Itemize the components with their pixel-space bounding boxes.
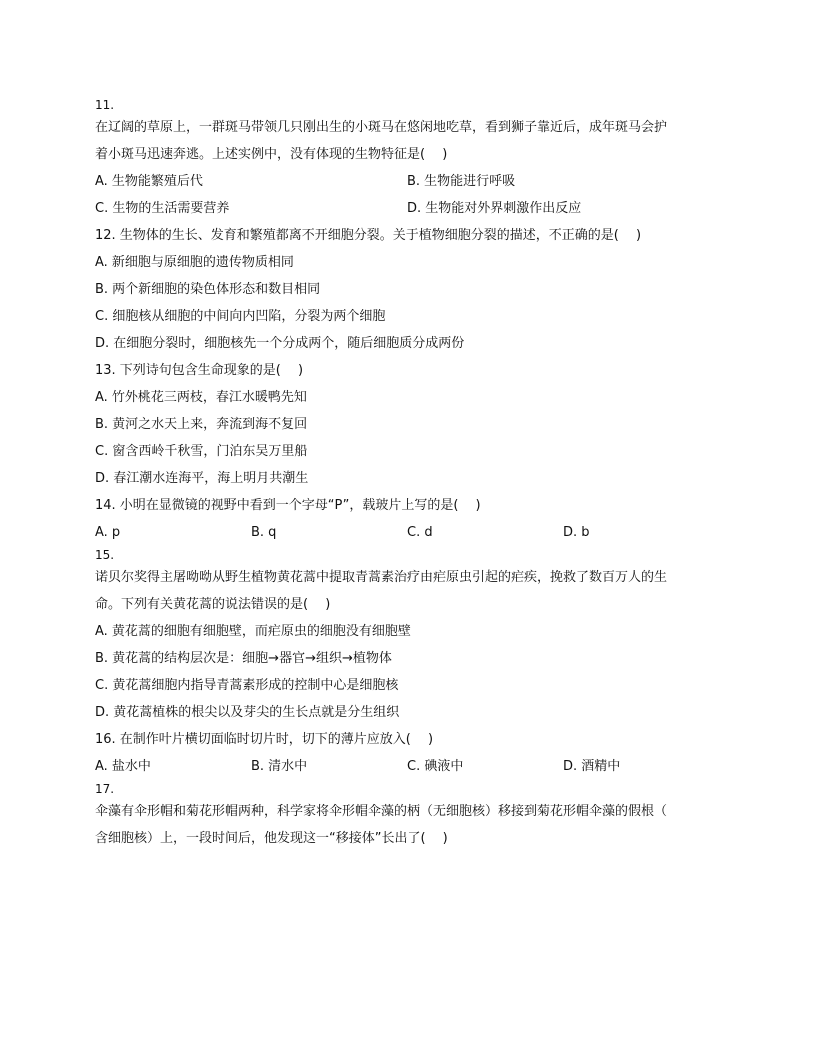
option-d: D. 在细胞分裂时，细胞核先一个分成两个，随后细胞质分成两份 xyxy=(95,336,465,351)
question-stem: 13. 下列诗句包含生命现象的是( ) xyxy=(95,363,304,378)
options-row xyxy=(95,168,725,195)
option-c: C. 碘液中 xyxy=(407,759,464,774)
option-d: D. 黄花蒿植株的根尖以及芽尖的生长点就是分生组织 xyxy=(95,705,400,720)
question-stem-line: 在辽阔的草原上，一群斑马带领几只刚出生的小斑马在悠闲地吃草，看到狮子靠近后，成年斑马会护 xyxy=(95,120,668,135)
exam-page xyxy=(95,96,725,852)
question-stem-line: 着小斑马迅速奔逃。上述实例中，没有体现的生物特征是( ) xyxy=(95,147,448,162)
option-c: C. 窗含西岭千秋雪，门泊东吴万里船 xyxy=(95,444,308,459)
option-a: A. 竹外桃花三两枝，春江水暖鸭先知 xyxy=(95,390,307,405)
question-stem: 16. 在制作叶片横切面临时切片时，切下的薄片应放入( ) xyxy=(95,732,434,747)
option-b: B. 清水中 xyxy=(251,759,308,774)
question-stem-line: 含细胞核）上，一段时间后，他发现这一“移接体”长出了( ) xyxy=(95,831,448,846)
question-stem: 14. 小明在显微镜的视野中看到一个字母“P”，载玻片上写的是( ) xyxy=(95,498,481,513)
option-d: D. 酒精中 xyxy=(563,759,621,774)
question-stem: 12. 生物体的生长、发育和繁殖都离不开细胞分裂。关于植物细胞分裂的描述，不正确的是( ) xyxy=(95,228,642,243)
question-stem-line: 命。下列有关黄花蒿的说法错误的是( ) xyxy=(95,597,331,612)
option-a: A. p xyxy=(95,525,121,540)
question-number: 11. xyxy=(95,98,115,112)
option-b: B. 两个新细胞的染色体形态和数目相同 xyxy=(95,282,321,297)
question-stem-line: 诺贝尔奖得主屠呦呦从野生植物黄花蒿中提取青蒿素治疗由疟原虫引起的疟疾，挽救了数百万人的生 xyxy=(95,570,668,585)
option-b: B. 黄河之水天上来，奔流到海不复回 xyxy=(95,417,308,432)
option-d: D. 生物能对外界刺激作出反应 xyxy=(407,201,582,216)
question-number: 17. xyxy=(95,782,115,796)
option-a: A. 盐水中 xyxy=(95,759,151,774)
options-row xyxy=(95,195,725,222)
option-c: C. 黄花蒿细胞内指导青蒿素形成的控制中心是细胞核 xyxy=(95,678,399,693)
option-d: D. 春江潮水连海平，海上明月共潮生 xyxy=(95,471,309,486)
options-row xyxy=(95,753,725,780)
option-c: C. 细胞核从细胞的中间向内凹陷，分裂为两个细胞 xyxy=(95,309,386,324)
question-stem-line: 伞藻有伞形帽和菊花形帽两种，科学家将伞形帽伞藻的柄（无细胞核）移接到菊花形帽伞藻的假根（ xyxy=(95,804,668,819)
option-d: D. b xyxy=(563,525,590,540)
question-number: 15. xyxy=(95,548,115,562)
option-a: A. 新细胞与原细胞的遗传物质相同 xyxy=(95,255,294,270)
option-b: B. 生物能进行呼吸 xyxy=(407,174,516,189)
option-a: A. 生物能繁殖后代 xyxy=(95,174,203,189)
option-c: C. 生物的生活需要营养 xyxy=(95,201,230,216)
option-b: B. q xyxy=(251,525,277,540)
option-a: A. 黄花蒿的细胞有细胞壁，而疟原虫的细胞没有细胞壁 xyxy=(95,624,411,639)
option-c: C. d xyxy=(407,525,433,540)
option-b: B. 黄花蒿的结构层次是：细胞→器官→组织→植物体 xyxy=(95,651,392,666)
options-row xyxy=(95,519,725,546)
